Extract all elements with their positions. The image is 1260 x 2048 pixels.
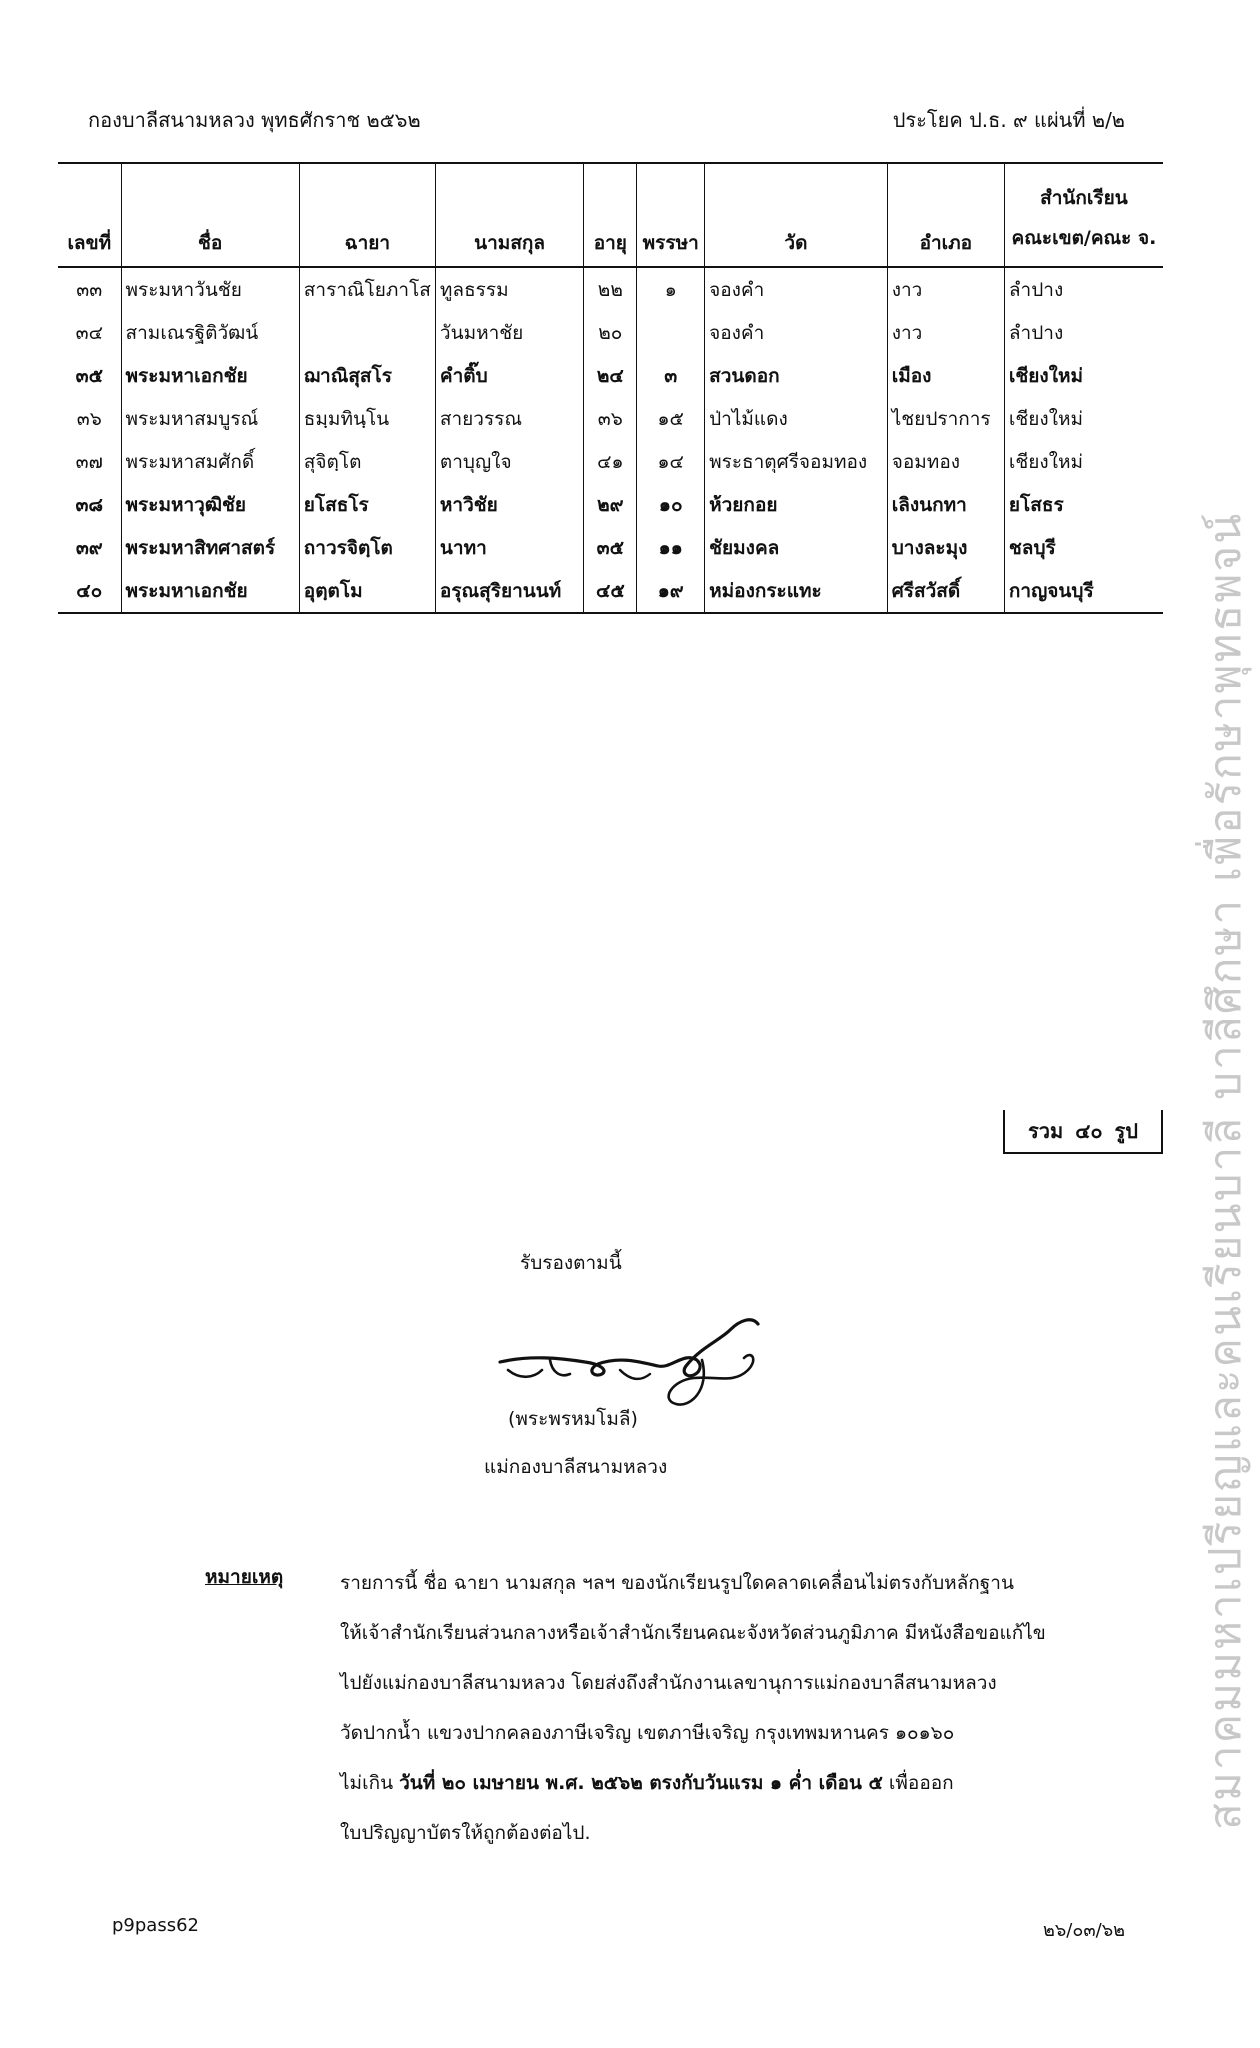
cell-surname: อรุณสุริยานนท์ xyxy=(435,569,583,613)
table-header-row xyxy=(58,163,1163,267)
cell-surname: ตาบุญใจ xyxy=(435,440,583,483)
cell-surname: ทูลธรรม xyxy=(435,267,583,311)
cell-amphoe: ไชยปราการ xyxy=(887,397,1004,440)
table-row xyxy=(58,526,1163,569)
certification-text: รับรองตามนี้ xyxy=(520,1252,622,1274)
col-header-age: อายุ xyxy=(584,163,637,267)
cell-pansa: ๑ xyxy=(637,267,705,311)
cell-number: ๔๐ xyxy=(58,569,121,613)
signer-name: (พระพรหมโมลี) xyxy=(508,1408,638,1430)
total-count: ๔๐ xyxy=(1075,1119,1103,1143)
cell-pansa: ๑๕ xyxy=(637,397,705,440)
watermark-text: สมาคมมหาเปรียญและคนเรียนบาลี บาลีศึกษา เพื่อรักษาพุทธพจน์ xyxy=(1200,511,1251,1830)
cell-number: ๓๘ xyxy=(58,483,121,526)
cell-pansa: ๓ xyxy=(637,354,705,397)
cell-number: ๓๖ xyxy=(58,397,121,440)
total-box xyxy=(1003,1110,1163,1154)
col-header-surname: นามสกุล xyxy=(435,163,583,267)
table-row xyxy=(58,569,1163,613)
cell-age: ๓๖ xyxy=(584,397,637,440)
cell-wat: ป่าไม้แดง xyxy=(705,397,888,440)
table-row xyxy=(58,483,1163,526)
cell-amphoe: เลิงนกทา xyxy=(887,483,1004,526)
col-header-chaya: ฉายา xyxy=(299,163,435,267)
cell-school: กาญจนบุรี xyxy=(1004,569,1163,613)
col-header-pansa: พรรษา xyxy=(637,163,705,267)
cell-amphoe: เมือง xyxy=(887,354,1004,397)
cell-chaya: อุตฺตโม xyxy=(299,569,435,613)
cell-amphoe: บางละมุง xyxy=(887,526,1004,569)
note-line-5 xyxy=(340,1758,1060,1808)
cell-name: พระมหาสมศักดิ์ xyxy=(121,440,299,483)
cell-wat: สวนดอก xyxy=(705,354,888,397)
cell-name: พระมหาสมบูรณ์ xyxy=(121,397,299,440)
cell-age: ๒๒ xyxy=(584,267,637,311)
cell-chaya: ธมฺมทินฺโน xyxy=(299,397,435,440)
cell-surname: คำติ๊บ xyxy=(435,354,583,397)
total-label: รวม xyxy=(1028,1119,1064,1143)
cell-school: ชลบุรี xyxy=(1004,526,1163,569)
cell-amphoe: งาว xyxy=(887,267,1004,311)
cell-name: พระมหาเอกชัย xyxy=(121,354,299,397)
cell-pansa: ๑๙ xyxy=(637,569,705,613)
col-header-name: ชื่อ xyxy=(121,163,299,267)
cell-amphoe: งาว xyxy=(887,311,1004,354)
col-header-number: เลขที่ xyxy=(58,163,121,267)
cell-amphoe: ศรีสวัสดิ์ xyxy=(887,569,1004,613)
cell-surname: หาวิชัย xyxy=(435,483,583,526)
cell-pansa: ๑๐ xyxy=(637,483,705,526)
table-row xyxy=(58,354,1163,397)
cell-pansa xyxy=(637,311,705,354)
results-table xyxy=(58,162,1163,614)
cell-school: เชียงใหม่ xyxy=(1004,440,1163,483)
cell-chaya: สุจิตฺโต xyxy=(299,440,435,483)
cell-surname: วันมหาชัย xyxy=(435,311,583,354)
cell-school: ลำปาง xyxy=(1004,267,1163,311)
cell-age: ๓๕ xyxy=(584,526,637,569)
note-line-6: ใบปริญญาบัตรให้ถูกต้องต่อไป. xyxy=(340,1822,591,1844)
cell-age: ๔๕ xyxy=(584,569,637,613)
table-row xyxy=(58,267,1163,311)
cell-amphoe: จอมทอง xyxy=(887,440,1004,483)
cell-number: ๓๕ xyxy=(58,354,121,397)
cell-number: ๓๔ xyxy=(58,311,121,354)
note-line-1: รายการนี้ ชื่อ ฉายา นามสกุล ฯลฯ ของนักเรียนรูปใดคลาดเคลื่อนไม่ตรงกับหลักฐาน xyxy=(340,1572,1014,1594)
cell-wat: จองคำ xyxy=(705,267,888,311)
cell-number: ๓๗ xyxy=(58,440,121,483)
col-header-wat: วัด xyxy=(705,163,888,267)
signer-title: แม่กองบาลีสนามหลวง xyxy=(484,1456,668,1478)
cell-pansa: ๑๑ xyxy=(637,526,705,569)
signature-image xyxy=(490,1300,790,1420)
table-row xyxy=(58,311,1163,354)
footer-code: p9pass62 xyxy=(112,1915,199,1936)
cell-name: พระมหาวุฒิชัย xyxy=(121,483,299,526)
note-line-2: ให้เจ้าสำนักเรียนส่วนกลางหรือเจ้าสำนักเรียนคณะจังหวัดส่วนภูมิภาค มีหนังสือขอแก้ไข xyxy=(340,1622,1046,1644)
cell-name: สามเณรฐิติวัฒน์ xyxy=(121,311,299,354)
cell-name: พระมหาเอกชัย xyxy=(121,569,299,613)
table-body xyxy=(58,267,1163,613)
cell-age: ๒๐ xyxy=(584,311,637,354)
cell-number: ๓๓ xyxy=(58,267,121,311)
cell-school: ยโสธร xyxy=(1004,483,1163,526)
col-header-school xyxy=(1004,163,1163,267)
col-header-amphoe: อำเภอ xyxy=(887,163,1004,267)
cell-name: พระมหาวันชัย xyxy=(121,267,299,311)
cell-surname: นาทา xyxy=(435,526,583,569)
total-unit: รูป xyxy=(1114,1119,1138,1143)
cell-wat: หม่องกระแทะ xyxy=(705,569,888,613)
header-title: กองบาลีสนามหลวง พุทธศักราช ๒๕๖๒ xyxy=(88,108,421,132)
cell-wat: ห้วยกอย xyxy=(705,483,888,526)
cell-age: ๔๑ xyxy=(584,440,637,483)
note-line-4: วัดปากน้ำ แขวงปากคลองภาษีเจริญ เขตภาษีเจริญ กรุงเทพมหานคร ๑๐๑๖๐ xyxy=(340,1722,955,1744)
cell-number: ๓๙ xyxy=(58,526,121,569)
note-label: หมายเหตุ xyxy=(205,1566,284,1588)
col-header-school-line1: สำนักเรียน xyxy=(1040,187,1128,209)
col-header-school-line2: คณะเขต/คณะ จ. xyxy=(1011,227,1157,249)
table-row xyxy=(58,440,1163,483)
cell-school: ลำปาง xyxy=(1004,311,1163,354)
header-page-info: ประโยค ป.ธ. ๙ แผ่นที่ ๒/๒ xyxy=(892,108,1125,132)
cell-surname: สายวรรณ xyxy=(435,397,583,440)
cell-age: ๒๔ xyxy=(584,354,637,397)
note-line-3: ไปยังแม่กองบาลีสนามหลวง โดยส่งถึงสำนักงานเลขานุการแม่กองบาลีสนามหลวง xyxy=(340,1672,997,1694)
cell-chaya: ยโสธโร xyxy=(299,483,435,526)
cell-chaya xyxy=(299,311,435,354)
cell-pansa: ๑๔ xyxy=(637,440,705,483)
note-deadline-date: วันที่ ๒๐ เมษายน พ.ศ. ๒๕๖๒ ตรงกับวันแรม ๑ ค่ำ เดือน ๕ xyxy=(399,1772,883,1794)
cell-name: พระมหาสิทศาสตร์ xyxy=(121,526,299,569)
cell-chaya: ถาวรจิตฺโต xyxy=(299,526,435,569)
note-line-5-suffix: เพื่อออก xyxy=(882,1772,954,1794)
cell-chaya: สาราณิโยภาโส xyxy=(299,267,435,311)
cell-wat: พระธาตุศรีจอมทอง xyxy=(705,440,888,483)
cell-school: เชียงใหม่ xyxy=(1004,397,1163,440)
cell-chaya: ฌาณิสุสโร xyxy=(299,354,435,397)
note-line-5-prefix: ไม่เกิน xyxy=(340,1772,400,1794)
cell-age: ๒๙ xyxy=(584,483,637,526)
footer-date: ๒๖/๐๓/๖๒ xyxy=(1042,1920,1125,1941)
cell-school: เชียงใหม่ xyxy=(1004,354,1163,397)
cell-wat: จองคำ xyxy=(705,311,888,354)
note-body xyxy=(340,1558,1060,1858)
cell-wat: ชัยมงคล xyxy=(705,526,888,569)
table-row xyxy=(58,397,1163,440)
